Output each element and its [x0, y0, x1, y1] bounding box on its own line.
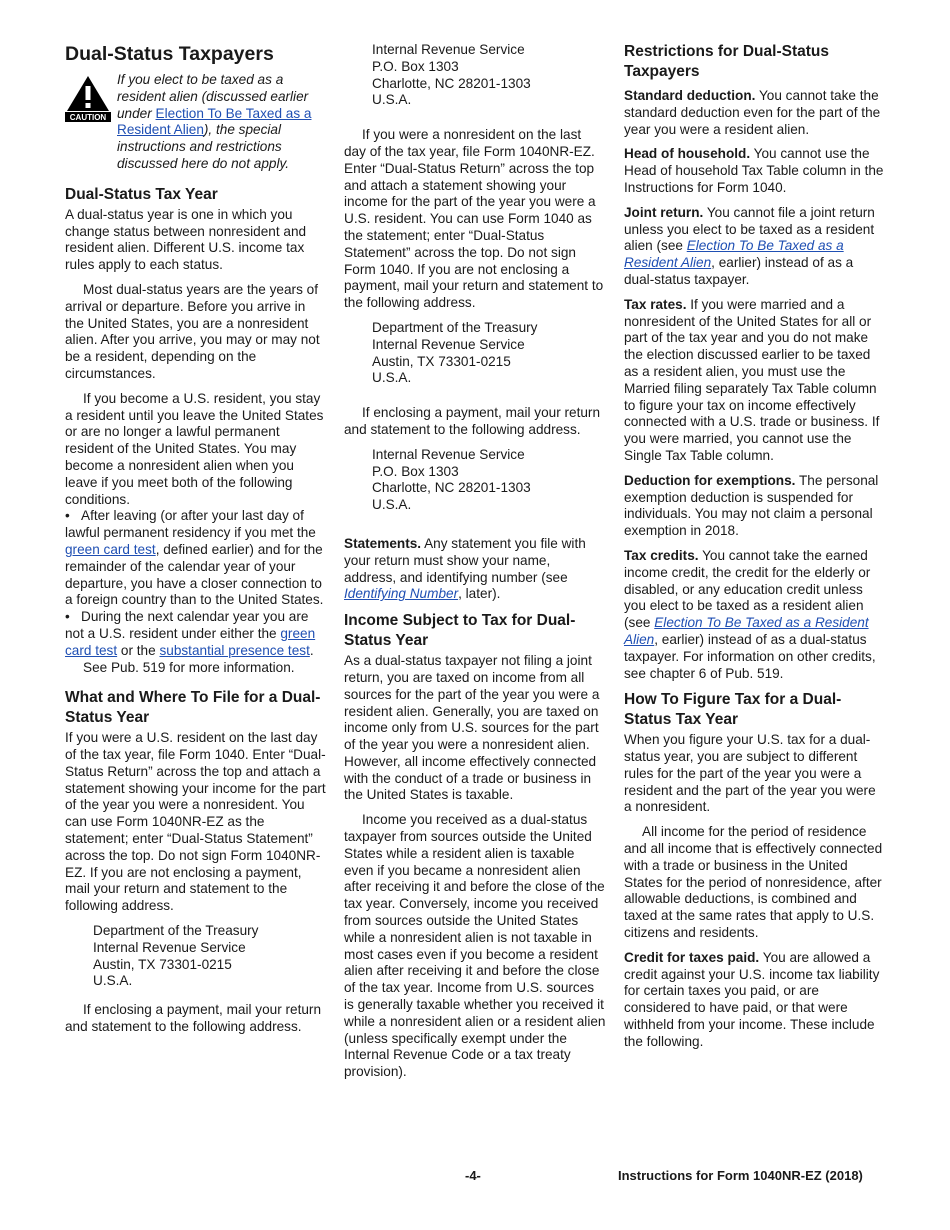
- paragraph: When you figure your U.S. tax for a dual-status year, you are subject to different rules for the part of the year you were a resident and the part of the year you were a nonresident.: [624, 732, 876, 815]
- address-block: Department of the Treasury Internal Revenue Service Austin, TX 73301-0215 U.S.A.: [93, 923, 259, 989]
- paragraph-credit-taxes-paid: Credit for taxes paid. You are allowed a credit against your U.S. income tax liability for certain taxes you paid, or are considered to have paid, or that were withheld from your income. These include the following.: [624, 949, 880, 1049]
- paragraph: If you were a U.S. resident on the last day of the tax year, file Form 1040. Enter “Dual-Status Return” across the top and attach a statement showing your income for the part of the year you were a nonresident. You can use Form 1040NR-EZ as the statement; enter “Dual-Status Statement” across the top. Do not sign Form 1040NR-EZ. If you are not enclosing a payment, mail your return and statement to the following address.: [65, 730, 326, 914]
- caution-icon: [65, 74, 111, 120]
- heading-what-where-to-file: What and Where To File for a Dual-Status Year: [65, 689, 321, 727]
- paragraph: If enclosing a payment, mail your return and statement to the following address.: [65, 1002, 322, 1035]
- paragraph: As a dual-status taxpayer not filing a joint return, you are taxed on income from all sources for the part of the year you were a resident alien. Generally, you are taxed on income only from U.S. sources for the part of the year you were a nonresident alien. However, all income effectively connected with the conduct of a trade or business in the United States is taxable.: [344, 653, 600, 803]
- paragraph: Most dual-status years are the years of arrival or departure. Before you arrive in the United States, you are a nonresident alien. After you arrive, you may or may not be a resident, depending on the circumstances.: [65, 281, 320, 381]
- column-2: [344, 42, 606, 1089]
- bullet-icon: •: [65, 609, 70, 625]
- paragraph: A dual-status year is one in which you change status between nonresident and resident alien. Different U.S. income tax rules apply to each status.: [65, 206, 307, 273]
- caution-text-line3: under Election To Be Taxed as a Resident Alien), the special instructions and restrictions discussed here do not apply.: [117, 105, 312, 171]
- column-3: [624, 40, 886, 1059]
- green-card-test-link[interactable]: green card test: [65, 625, 316, 658]
- heading-dual-status-tax-year: Dual-Status Tax Year: [65, 185, 218, 203]
- paragraph-head-of-household: Head of household. You cannot use the Head of household Tax Table column in the Instructions for Form 1040.: [624, 146, 884, 195]
- address-block: Internal Revenue Service P.O. Box 1303 Charlotte, NC 28201-1303 U.S.A.: [372, 446, 531, 513]
- caution-text-line2: resident alien (discussed earlier: [117, 88, 309, 104]
- paragraph-tax-credits: Tax credits. You cannot take the earned income credit, the credit for the elderly or disabled, or any education credit unless you elect to be taxed as a resident alien (see Election To Be Taxed as a Resident Alien, earlier) instead of as a dual-status taxpayer. For information on other credits, see chapter 6 of Pub. 519.: [624, 547, 876, 681]
- paragraph-tax-rates: Tax rates. If you were married and a nonresident of the United States for all or part of the tax year and you do not make the election discussed earlier to be taxed as a resident alien, you must use the Married filing separately Tax Table column to figure your tax on income effectively connected with a U.S. trade or business. If you were married, you cannot use the Single Tax Table column.: [624, 296, 880, 463]
- section-title-dual-status: Dual-Status Taxpayers: [65, 43, 274, 65]
- caution-text-line1: If you elect to be taxed as a: [117, 72, 284, 87]
- paragraph-standard-deduction: Standard deduction. You cannot take the standard deduction even for the part of the year you were a resident alien.: [624, 88, 881, 137]
- paragraph: Income you received as a dual-status taxpayer from sources outside the United States while a resident alien is taxable even if you became a nonresident alien after receiving it and before the close of the tax year. Conversely, income you received from sources outside the United States while a nonresident alien is not taxable in most cases even if you become a resident alien after receiving it and before the close of the tax year. Income from U.S. sources is generally taxable whether you received it while a nonresident alien or a resident alien (unless specifically exempt under the Internal Revenue Code or a tax treaty provision).: [344, 812, 606, 1080]
- heading-income-subject-to-tax: Income Subject to Tax for Dual-Status Year: [344, 612, 576, 650]
- election-link[interactable]: Election To Be Taxed as a Resident Alien: [624, 615, 869, 647]
- heading-how-to-figure-tax: How To Figure Tax for a Dual-Status Tax Year: [624, 691, 842, 729]
- page-number: -4-: [465, 1168, 481, 1183]
- form-title: Instructions for Form 1040NR-EZ (2018): [618, 1168, 863, 1183]
- election-link[interactable]: Election To Be Taxed as a Resident Alien: [624, 238, 844, 271]
- address-block: Internal Revenue Service P.O. Box 1303 Charlotte, NC 28201-1303 U.S.A.: [372, 42, 531, 108]
- column-1: [65, 40, 327, 1044]
- paragraph: If enclosing a payment, mail your return and statement to the following address.: [344, 405, 601, 437]
- heading-restrictions: Restrictions for Dual-Status Taxpayers: [624, 43, 829, 80]
- substantial-presence-test-link[interactable]: substantial presence test: [159, 642, 310, 658]
- bullet-item: • During the next calendar year you are not a U.S. resident under either the green card test or the substantial presence test.: [65, 609, 316, 658]
- paragraph-statements: Statements. Any statement you file with your return must show your name, address, and identifying number (see Identifying Number, later).: [344, 535, 586, 602]
- paragraph-deduction-exemptions: Deduction for exemptions. The personal exemption deduction is suspended for individuals. You may not claim a personal exemption in 2018.: [624, 472, 879, 539]
- paragraph-joint-return: Joint return. You cannot file a joint return unless you elect to be taxed as a resident alien (see Election To Be Taxed as a Resident Alien, earlier) instead of as a dual-status taxpayer.: [624, 204, 875, 287]
- address-block: Department of the Treasury Internal Revenue Service Austin, TX 73301-0215 U.S.A.: [372, 319, 538, 386]
- identifying-number-link[interactable]: Identifying Number: [344, 586, 459, 602]
- green-card-test-link[interactable]: green card test: [65, 541, 156, 557]
- paragraph: If you become a U.S. resident, you stay a resident until you leave the United States or are no longer a lawful permanent resident of the United States. You may become a nonresident alien when you leave if you meet both of the following conditions.: [65, 390, 324, 507]
- bullet-item: • After leaving (or after your last day of lawful permanent residency if you met the green card test, defined earlier) and for the remainder of the calendar year of your departure, you have a closer connection to a foreign country than to the United States.: [65, 508, 324, 608]
- bullet-icon: •: [65, 508, 70, 524]
- caution-note: [65, 72, 327, 173]
- paragraph: If you were a nonresident on the last day of the tax year, file Form 1040NR-EZ. Enter “Dual-Status Return” across the top and attach a statement showing your income for the part of the year you were a U.S. resident. You can use Form 1040 as the statement; enter “Dual-Status Statement” across the top. Do not sign Form 1040. If you are not enclosing a payment, mail your return and statement to the following address.: [344, 127, 604, 311]
- election-link[interactable]: Election To Be Taxed as a Resident Alien: [117, 105, 312, 138]
- paragraph: See Pub. 519 for more information.: [83, 659, 295, 675]
- svg-text:CAUTION: CAUTION: [69, 113, 107, 122]
- paragraph: All income for the period of residence and all income that is effectively connected with a trade or business in the United States for the period of nonresidence, after allowable deductions, is combined and taxed at the same rates that apply to U.S. citizens and residents.: [624, 824, 883, 941]
